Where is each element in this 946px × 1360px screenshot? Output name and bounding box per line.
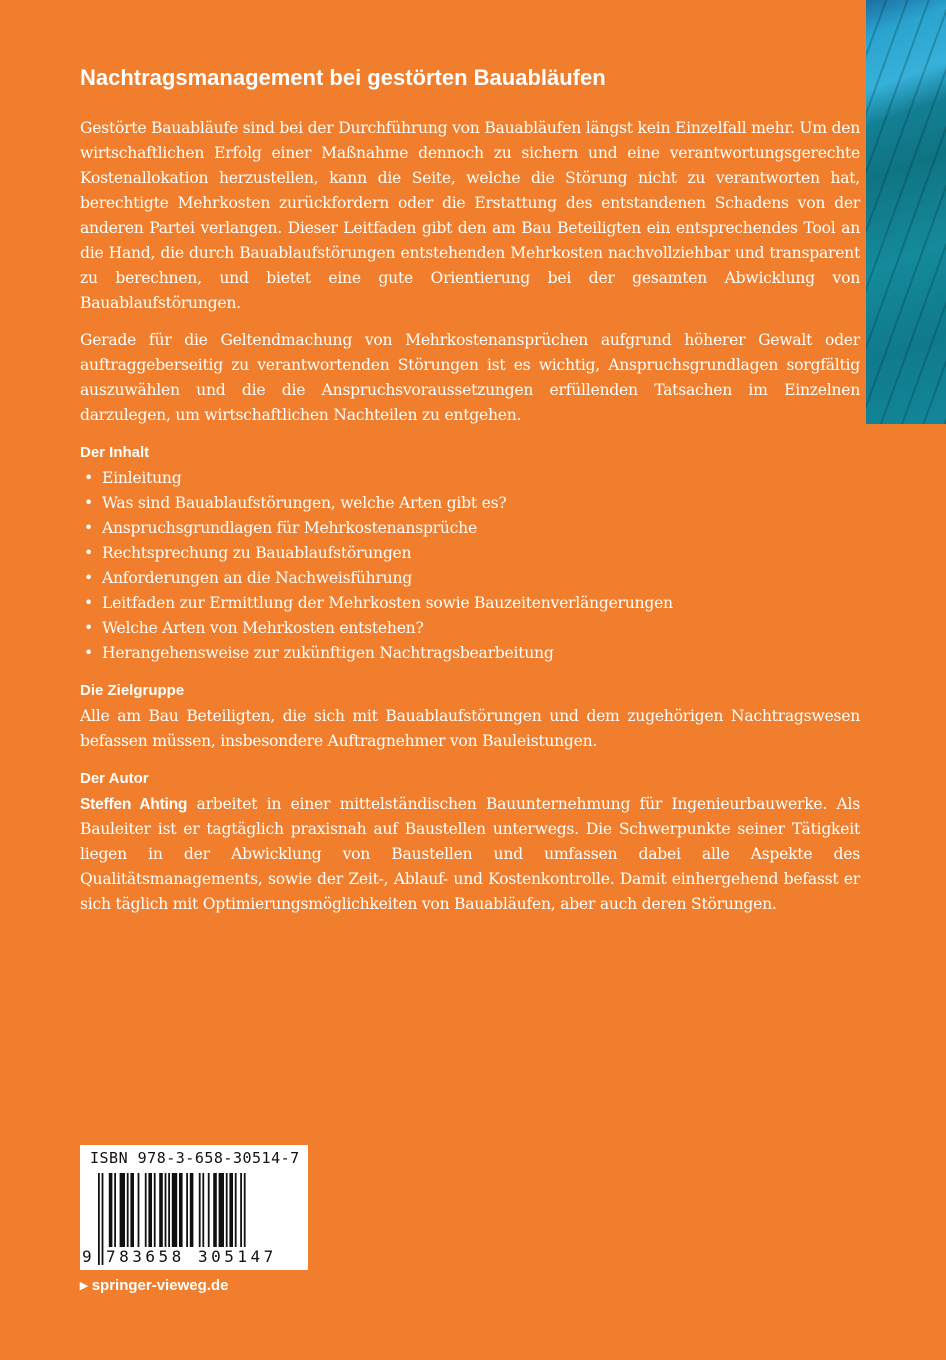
barcode-bar xyxy=(159,1173,163,1247)
barcode-bar xyxy=(145,1173,147,1247)
list-item: • Einleitung xyxy=(80,466,860,491)
barcode-bar xyxy=(127,1173,129,1247)
list-item: • Was sind Bauablaufstörungen, welche Arten gibt es? xyxy=(80,491,860,516)
list-item: • Leitfaden zur Ermittlung der Mehrkosten sowie Bauzeitenverlängerungen xyxy=(80,591,860,616)
publisher-url: springer-vieweg.de xyxy=(91,1277,229,1294)
author-bio xyxy=(80,792,860,917)
ean-left-digits: 783658 xyxy=(106,1247,185,1266)
publisher-link[interactable] xyxy=(80,1276,228,1294)
back-cover-text xyxy=(80,64,860,929)
barcode-bar xyxy=(98,1173,100,1265)
audience-heading: Die Zielgruppe xyxy=(80,682,185,699)
list-item: • Anforderungen an die Nachweisführung xyxy=(80,566,860,591)
barcode-bar xyxy=(102,1173,104,1265)
barcode-bar xyxy=(130,1173,134,1247)
author-text: arbeitet in einer mittelständischen Bauunternehmung für Ingenieurbauwerke. Als Bauleiter ist er tagtäglich praxisnah auf Baustellen unterwegs. Die Schwerpunkte seiner Tätigkeit liegen in der Abwicklung von Baustellen und umfassen dabei alle Aspekte des Qualitätsmanagements, sowie der Zeit-, Ablauf- und Kostenkontrolle. Damit einhergehend befasst er sich täglich mit Optimierungsmöglichkeiten von Bauabläufen, aber auch deren Störungen. xyxy=(80,795,861,913)
isbn-barcode xyxy=(80,1145,308,1270)
author-name: Steffen Ahting xyxy=(80,796,188,813)
description-paragraph-2: Gerade für die Geltendmachung von Mehrkostenansprüchen aufgrund höherer Gewalt oder auftraggeberseitig zu verantwortenden Störungen ist es wichtig, Anspruchsgrundlagen sorgfältig auszuwählen und die die Anspruchsvoraussetzungen erfüllenden Tatsachen im Einzelnen darzulegen, um wirtschaftlichen Nachteilen zu entgehen. xyxy=(80,331,860,424)
list-item: • Welche Arten von Mehrkosten entstehen? xyxy=(80,616,860,641)
ean-first-digit: 9 xyxy=(82,1247,92,1266)
barcode-bar xyxy=(226,1173,228,1247)
barcode-bar xyxy=(148,1173,152,1247)
barcode-bar xyxy=(168,1173,170,1247)
list-item: • Anspruchsgrundlagen für Mehrkostenansprüche xyxy=(80,516,860,541)
list-item: • Herangehensweise zur zukünftigen Nachtragsbearbeitung xyxy=(80,641,860,666)
barcode-bar xyxy=(186,1173,188,1247)
cover-photo xyxy=(866,0,946,424)
barcode-bar xyxy=(235,1173,237,1247)
barcode-bar xyxy=(213,1173,217,1247)
barcode-bar xyxy=(190,1173,194,1247)
ean-right-digits: 305147 xyxy=(198,1247,277,1266)
barcode-bar xyxy=(154,1173,156,1247)
barcode-bar xyxy=(208,1173,210,1247)
barcode-bar xyxy=(199,1173,201,1247)
barcode-bar xyxy=(219,1173,224,1247)
list-item: • Rechtsprechung zu Bauablaufstörungen xyxy=(80,541,860,566)
barcode-bar xyxy=(229,1173,233,1247)
barcode-bar xyxy=(240,1173,242,1247)
barcode-bar xyxy=(109,1173,113,1247)
arrow-icon: ▸ xyxy=(80,1277,88,1294)
barcode-bar xyxy=(138,1173,140,1247)
author-heading: Der Autor xyxy=(80,770,149,787)
barcode-bar xyxy=(179,1173,183,1247)
barcode-bar xyxy=(114,1173,116,1247)
barcode-bar xyxy=(202,1173,204,1247)
book-title: Nachtragsmanagement bei gestörten Bauabläufen xyxy=(80,65,606,90)
description-paragraph-1: Gestörte Bauabläufe sind bei der Durchführung von Bauabläufen längst kein Einzelfall mehr. Um den wirtschaftlichen Erfolg einer Maßnahme dennoch zu sichern und eine verantwortungsgerechte Kostenallokation herzustellen, kann die Seite, welche die Störung nicht zu verantworten hat, berechtigte Mehrkosten zurückfordern oder die Erstattung des entstandenen Schadens von der anderen Partei verlangen. Dieser Leitfaden gibt den am Bau Beteiligten ein entsprechendes Tool an die Hand, die durch Bauablaufstörungen entstehenden Mehrkosten nachvollziehbar und transparent zu berechnen, und bietet eine gute Orientierung bei der gesamten Abwicklung von Bauablaufstörungen. xyxy=(80,119,860,312)
audience-text: Alle am Bau Beteiligten, die sich mit Bauablaufstörungen und dem zugehörigen Nachtragswesen befassen müssen, insbesondere Auftragnehmer von Bauleistungen. xyxy=(80,707,860,750)
contents-list xyxy=(80,466,860,666)
barcode-bar xyxy=(120,1173,125,1247)
barcode-bar xyxy=(165,1173,167,1247)
contents-heading: Der Inhalt xyxy=(80,444,150,461)
isbn-label: ISBN 978-3-658-30514-7 xyxy=(90,1149,300,1167)
